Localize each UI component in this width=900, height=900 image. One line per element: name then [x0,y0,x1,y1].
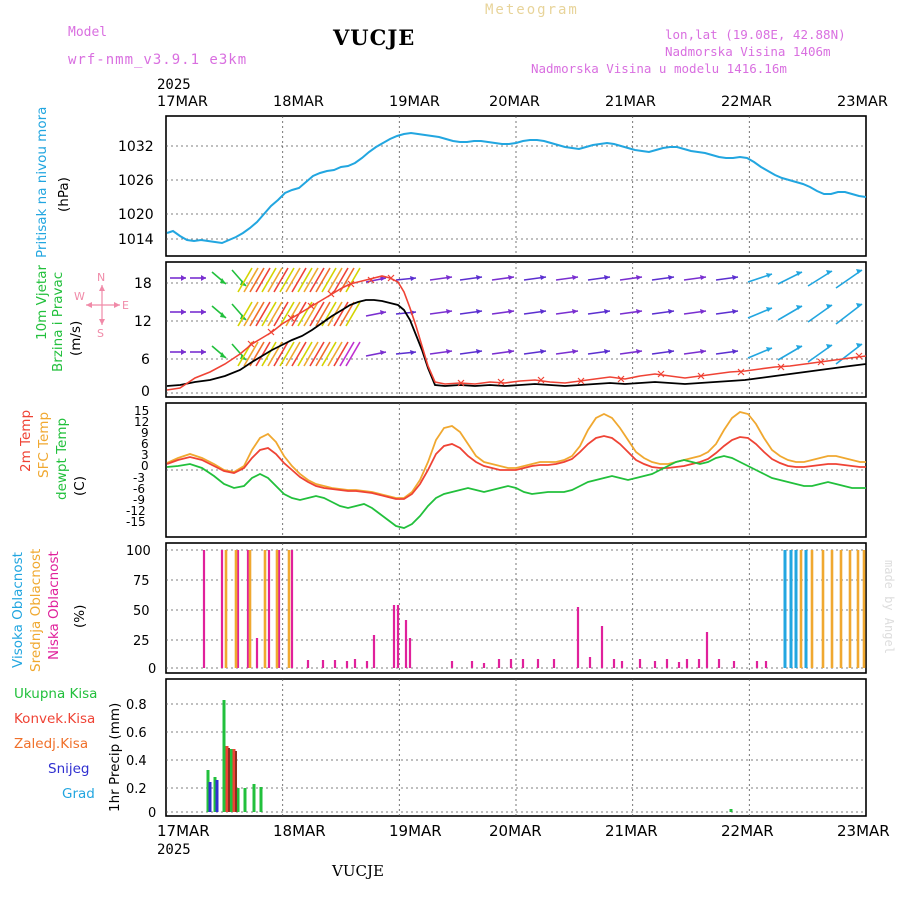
precip-tick-04: 0.4 [126,754,147,769]
meteogram-header-label: Meteogram [485,2,579,18]
wind-tick-12: 12 [134,314,152,330]
precip-ylabel-1: Ukupna Kisa [14,686,98,702]
precip-bars [208,700,731,812]
bottom-tick-1: 18MAR [273,822,326,840]
model-name: wrf-nmm_v3.9.1 e3km [68,52,248,68]
wind-tick-0: 0 [141,384,150,400]
model-elevation-label: Nadmorska Visina u modelu 1416.16m [531,61,787,76]
pressure-unit-label: (hPa) [56,177,72,212]
temp-ylabel-3: dewpt Temp [54,417,70,500]
watermark: made by Angel [882,560,896,654]
temp-tick-3: 3 [141,448,149,462]
top-tick-3: 20MAR [489,94,540,110]
precip-ylabel-4: Snijeg [48,761,90,777]
precip-tick-0: 0 [148,806,157,821]
panel-pressure [118,116,866,256]
panel-clouds [126,543,866,677]
wind-ylabel-2: Brzina i Pravac [50,271,66,372]
wind-barbs [167,268,866,390]
page-title: VUCJE [333,25,416,50]
top-tick-5: 22MAR [721,94,772,110]
cloud-tick-0: 0 [148,662,157,677]
temp-tick-12: 12 [134,415,150,429]
pressure-tick-1032: 1032 [118,139,154,155]
temp-ylabel-2: SFC Temp [36,411,52,478]
bottom-tick-2: 19MAR [389,822,442,840]
footer-station-label: VUCJE [332,862,384,880]
pressure-tick-1014: 1014 [118,232,154,248]
temp-tick-m6: -6 [133,482,145,496]
cloud-tick-75: 75 [133,574,150,589]
compass-n-label: N [97,271,106,284]
wind-tick-6: 6 [141,352,150,368]
compass-rose [86,285,120,325]
bottom-tick-3: 20MAR [489,822,542,840]
temp-unit-label: (C) [72,476,88,496]
top-tick-6: 23MAR [837,94,888,110]
precip-ylabel-5: Grad [62,786,95,802]
panel-temperature [126,403,866,537]
y-axis-labels [10,107,123,812]
temp-tick-0: 0 [141,459,149,473]
elevation-label: Nadmorska Visina 1406m [665,44,831,59]
wind-unit-label: (m/s) [68,320,84,356]
pressure-tick-1026: 1026 [118,173,154,189]
compass-w-label: W [74,290,85,303]
bottom-tick-4: 21MAR [605,822,658,840]
top-tick-0: 17MAR [157,94,208,110]
bottom-year-label: 2025 [157,842,191,858]
wind-tick-18: 18 [134,276,152,292]
precip-tick-02: 0.2 [126,782,147,797]
cloud-tick-25: 25 [133,634,150,649]
compass-s-label: S [97,327,104,340]
temp-tick-m9: -9 [133,493,145,507]
precip-ylabel-2: Konvek.Kisa [14,711,96,727]
panel-precip [126,679,866,821]
top-tick-1: 18MAR [273,94,324,110]
temp-tick-m12: -12 [126,504,146,518]
pressure-ylabel: Pritisak na nivou mora [34,106,50,258]
pressure-tick-1020: 1020 [118,207,154,223]
precip-tick-08: 0.8 [126,698,147,713]
clouds-unit-label: (%) [72,604,88,628]
cloud-bars [204,550,864,668]
temp-tick-6: 6 [141,437,149,451]
panel-wind [74,262,866,400]
precip-unit-label: 1hr Precip (mm) [107,702,123,812]
precip-tick-06: 0.6 [126,726,147,741]
top-axis [157,77,888,110]
cloud-tick-100: 100 [126,544,151,559]
temp-tick-m3: -3 [133,471,145,485]
bottom-tick-6: 23MAR [837,822,890,840]
model-label: Model [68,25,108,40]
temp-tick-15: 15 [134,404,150,418]
bottom-tick-5: 22MAR [721,822,774,840]
temp-tick-9: 9 [141,426,149,440]
bottom-tick-0: 17MAR [157,822,210,840]
lonlat-label: lon,lat (19.08E, 42.88N) [665,27,846,42]
top-tick-2: 19MAR [389,94,440,110]
temp-tick-m15: -15 [126,515,146,529]
cloud-tick-50: 50 [133,604,150,619]
temp-ylabel-1: 2m Temp [18,409,34,472]
bottom-axis [157,822,890,880]
clouds-ylabel-2: Srednja Oblacnost [28,548,44,672]
wind-ylabel-1: 10m Vjetar [34,264,50,340]
clouds-ylabel-3: Niska Oblacnost [46,551,62,660]
precip-ylabel-3: Zaledj.Kisa [14,736,89,752]
top-tick-4: 21MAR [605,94,656,110]
compass-e-label: E [122,299,129,312]
clouds-ylabel-1: Visoka Oblacnost [10,552,26,668]
top-year-label: 2025 [157,77,191,93]
